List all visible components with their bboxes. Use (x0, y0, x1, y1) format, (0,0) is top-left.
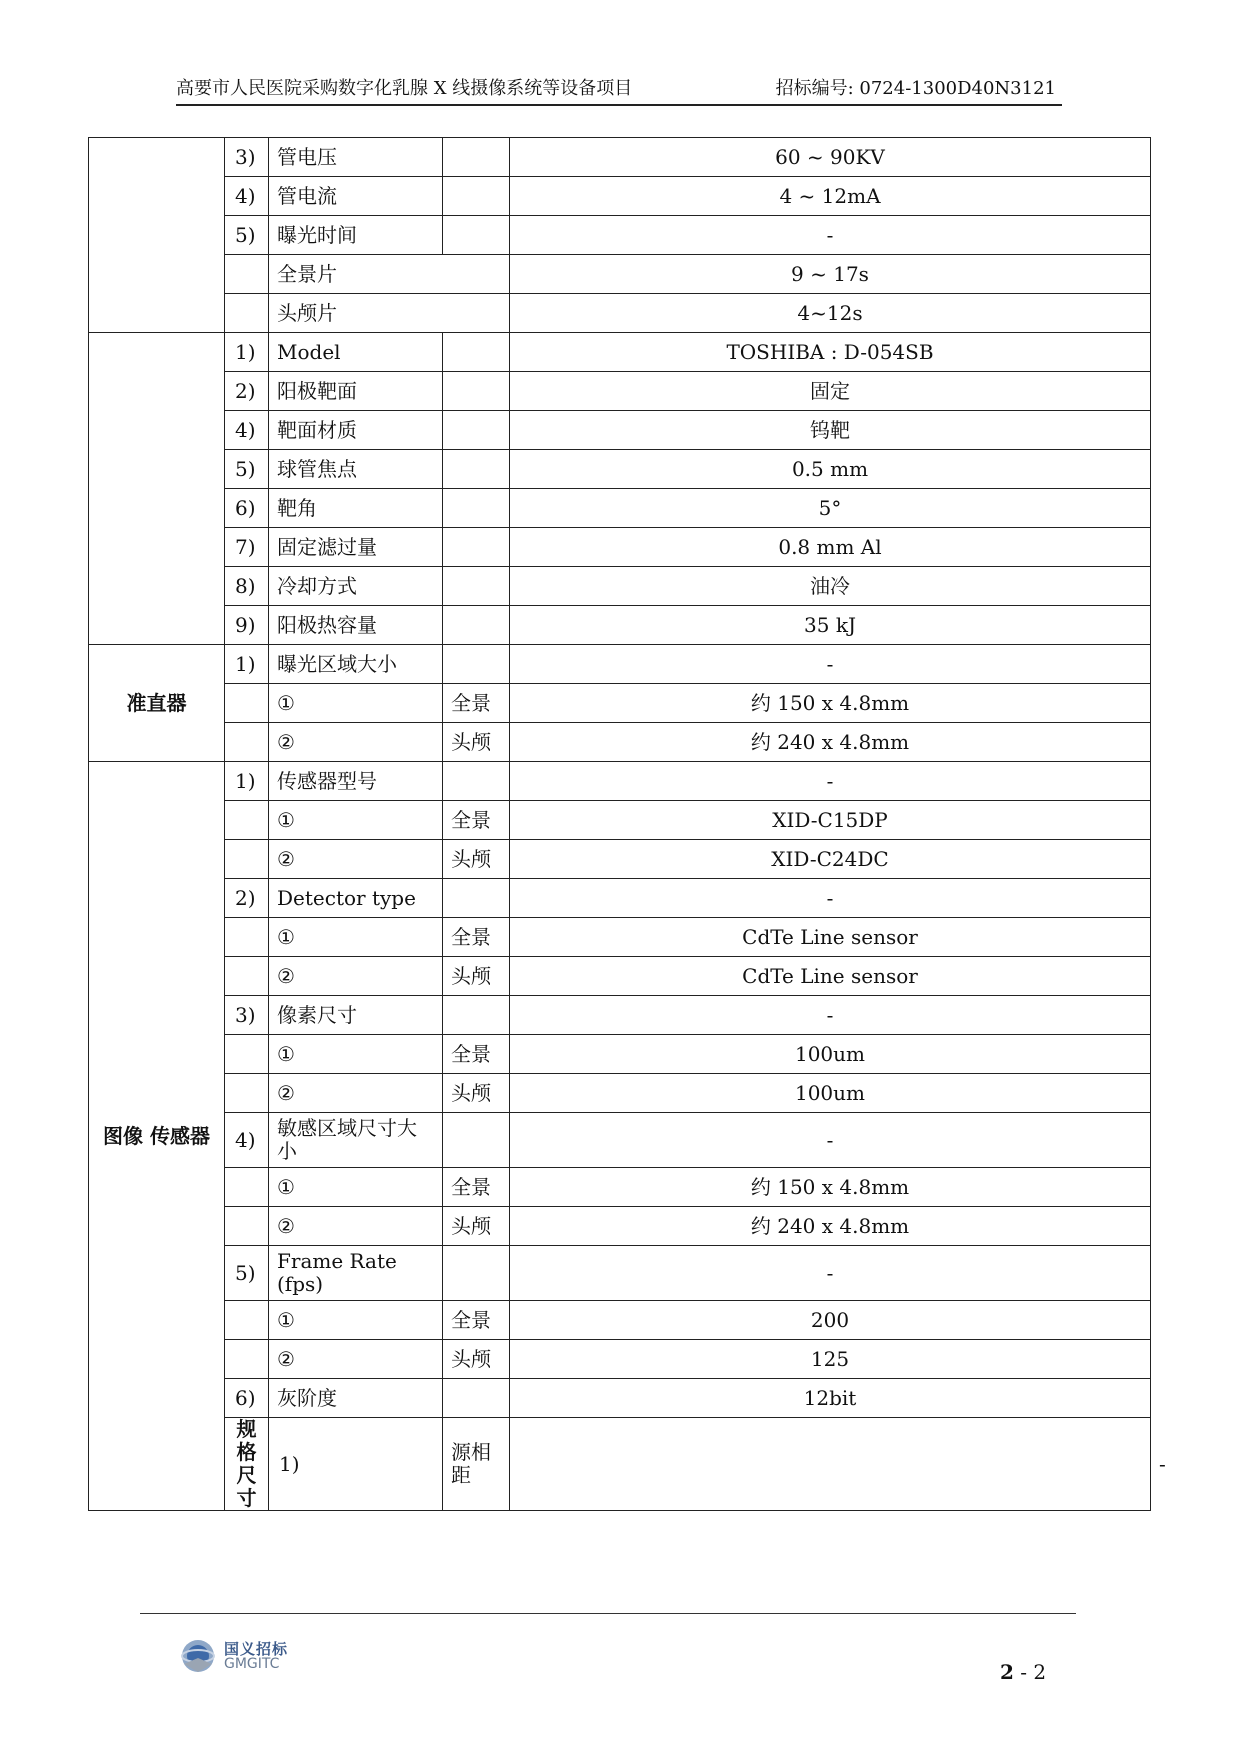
param-name: ② (269, 1207, 443, 1246)
bid-number: 招标编号: 0724-1300D40N3121 (775, 78, 1056, 99)
param-value: CdTe Line sensor (510, 957, 1151, 996)
param-value: - (510, 1113, 1151, 1168)
param-value: 钨靶 (510, 411, 1151, 450)
param-sub (443, 489, 510, 528)
param-value: 125 (510, 1340, 1151, 1379)
param-value: 60 ~ 90KV (510, 138, 1151, 177)
param-name: 灰阶度 (269, 1379, 443, 1418)
row-number: 6) (225, 489, 269, 528)
table-row (89, 645, 1151, 684)
param-value: 4 ~ 12mA (510, 177, 1151, 216)
param-sub (443, 996, 510, 1035)
param-name: ① (269, 1035, 443, 1074)
row-number: 5) (225, 216, 269, 255)
param-sub (443, 762, 510, 801)
param-value: 0.8 mm Al (510, 528, 1151, 567)
row-number (225, 957, 269, 996)
footer-divider (140, 1613, 1076, 1614)
param-sub (443, 177, 510, 216)
param-name: Frame Rate (fps) (269, 1246, 443, 1301)
param-name: 管电压 (269, 138, 443, 177)
table-row (89, 762, 1151, 801)
param-value: 0.5 mm (510, 450, 1151, 489)
table-row (89, 840, 1151, 879)
param-value: 4~12s (510, 294, 1151, 333)
param-value: 约 240 x 4.8mm (510, 1207, 1151, 1246)
row-number: 3) (225, 996, 269, 1035)
param-sub: 全景 (443, 918, 510, 957)
param-value: XID-C15DP (510, 801, 1151, 840)
param-sub: 全景 (443, 1301, 510, 1340)
table-row (89, 528, 1151, 567)
company-logo (178, 1636, 378, 1680)
param-name: 传感器型号 (269, 762, 443, 801)
table-row (89, 1168, 1151, 1207)
spec-table (88, 137, 1166, 1511)
param-value: 100um (510, 1074, 1151, 1113)
param-name: Model (269, 333, 443, 372)
param-sub: 全景 (443, 1168, 510, 1207)
table-row (89, 1207, 1151, 1246)
param-value: 油冷 (510, 567, 1151, 606)
table-row (89, 1340, 1151, 1379)
param-value: 12bit (510, 1379, 1151, 1418)
param-sub (443, 1379, 510, 1418)
table-row (89, 1301, 1151, 1340)
param-value: XID-C24DC (510, 840, 1151, 879)
param-name: ① (269, 801, 443, 840)
row-number: 8) (225, 567, 269, 606)
param-value: 9 ~ 17s (510, 255, 1151, 294)
param-value: - (510, 996, 1151, 1035)
table-row (89, 372, 1151, 411)
row-number (225, 801, 269, 840)
row-number (225, 1340, 269, 1379)
param-name: 球管焦点 (269, 450, 443, 489)
param-name: 曝光区域大小 (269, 645, 443, 684)
row-number (225, 294, 269, 333)
param-name: 像素尺寸 (269, 996, 443, 1035)
table-row (89, 1035, 1151, 1074)
param-sub: 头颅 (443, 723, 510, 762)
row-number (225, 840, 269, 879)
param-value: - (510, 1246, 1151, 1301)
param-sub (510, 1418, 1151, 1511)
table-row (89, 177, 1151, 216)
param-sub (443, 1246, 510, 1301)
param-sub (443, 606, 510, 645)
table-row (89, 138, 1151, 177)
page-separator: - (1013, 1660, 1034, 1684)
table-row (89, 957, 1151, 996)
param-name: 源相距 (443, 1418, 510, 1511)
table-row (89, 801, 1151, 840)
param-sub: 全景 (443, 801, 510, 840)
category-collimator: 准直器 (89, 645, 225, 762)
row-number (225, 1074, 269, 1113)
param-name: 敏感区域尺寸大小 (269, 1113, 443, 1168)
param-name: 管电流 (269, 177, 443, 216)
param-name: 靶角 (269, 489, 443, 528)
row-number: 1) (225, 333, 269, 372)
param-sub (443, 138, 510, 177)
table-row (89, 996, 1151, 1035)
category-cell-empty (89, 333, 225, 645)
table-row (89, 1379, 1151, 1418)
row-number: 2) (225, 879, 269, 918)
param-value: CdTe Line sensor (510, 918, 1151, 957)
table-row (89, 918, 1151, 957)
param-name: 靶面材质 (269, 411, 443, 450)
table-row (89, 567, 1151, 606)
table-row (89, 294, 1151, 333)
param-value: TOSHIBA : D-054SB (510, 333, 1151, 372)
param-name: ① (269, 918, 443, 957)
row-number (225, 1301, 269, 1340)
param-name: Detector type (269, 879, 443, 918)
param-name: ① (269, 684, 443, 723)
param-sub: 头颅 (443, 840, 510, 879)
row-number (225, 1035, 269, 1074)
category-cell-empty (89, 138, 225, 333)
page-current: 2 (1000, 1660, 1014, 1684)
param-value: 35 kJ (510, 606, 1151, 645)
param-value: - (510, 216, 1151, 255)
category-dimensions: 规格尺寸 (225, 1418, 269, 1511)
row-number (225, 918, 269, 957)
param-sub (443, 528, 510, 567)
row-number (225, 1207, 269, 1246)
param-sub: 全景 (443, 1035, 510, 1074)
table-row (89, 879, 1151, 918)
table-row (89, 255, 1151, 294)
table-row (89, 723, 1151, 762)
row-number (225, 255, 269, 294)
row-number: 9) (225, 606, 269, 645)
logo-text-cn: 国义招标 (224, 1640, 289, 1658)
table-row (89, 1246, 1151, 1301)
row-number: 3) (225, 138, 269, 177)
row-number: 4) (225, 411, 269, 450)
row-number (225, 1168, 269, 1207)
param-value: 100um (510, 1035, 1151, 1074)
row-number: 6) (225, 1379, 269, 1418)
param-value: 约 150 x 4.8mm (510, 684, 1151, 723)
param-name: ② (269, 1074, 443, 1113)
param-sub: 头颅 (443, 1207, 510, 1246)
param-sub (443, 567, 510, 606)
param-value: 固定 (510, 372, 1151, 411)
param-name: 头颅片 (269, 294, 510, 333)
row-number: 4) (225, 177, 269, 216)
logo-text-en: GMGITC (224, 1656, 280, 1672)
param-sub (443, 450, 510, 489)
param-sub (443, 1113, 510, 1168)
row-number: 2) (225, 372, 269, 411)
param-name: ① (269, 1168, 443, 1207)
param-name: ② (269, 840, 443, 879)
project-title: 高要市人民医院采购数字化乳腺 X 线摄像系统等设备项目 (176, 78, 633, 99)
table-row (89, 1113, 1151, 1168)
row-number (225, 723, 269, 762)
param-value: - (510, 645, 1151, 684)
param-value: 约 240 x 4.8mm (510, 723, 1151, 762)
param-sub (443, 879, 510, 918)
param-value: - (510, 879, 1151, 918)
row-number: 5) (225, 450, 269, 489)
table-row (89, 333, 1151, 372)
table-row (89, 450, 1151, 489)
param-sub: 全景 (443, 684, 510, 723)
param-sub (443, 333, 510, 372)
param-name: ① (269, 1301, 443, 1340)
row-number: 7) (225, 528, 269, 567)
param-name: 全景片 (269, 255, 510, 294)
param-sub (443, 216, 510, 255)
param-value: 5° (510, 489, 1151, 528)
table-row (89, 1074, 1151, 1113)
row-number: 1) (269, 1418, 443, 1511)
page-total: 2 (1033, 1660, 1047, 1684)
param-value: - (510, 762, 1151, 801)
param-name: 阳极靶面 (269, 372, 443, 411)
table-row: 规格尺寸 1) 源相距 - (89, 1418, 1151, 1511)
table-row (89, 216, 1151, 255)
row-number: 5) (225, 1246, 269, 1301)
table-row (89, 606, 1151, 645)
page-header (176, 76, 1062, 106)
param-name: 固定滤过量 (269, 528, 443, 567)
param-sub (443, 411, 510, 450)
table-row (89, 489, 1151, 528)
category-image-sensor: 图像 传感器 (89, 762, 225, 1511)
param-sub: 头颅 (443, 1074, 510, 1113)
param-sub: 头颅 (443, 957, 510, 996)
row-number: 1) (225, 762, 269, 801)
page-number (1000, 1660, 1046, 1684)
param-value: 200 (510, 1301, 1151, 1340)
row-number: 4) (225, 1113, 269, 1168)
param-name: ② (269, 723, 443, 762)
row-number: 1) (225, 645, 269, 684)
param-sub (443, 372, 510, 411)
globe-icon (178, 1636, 218, 1676)
param-name: 阳极热容量 (269, 606, 443, 645)
param-name: 曝光时间 (269, 216, 443, 255)
param-name: 冷却方式 (269, 567, 443, 606)
table-row (89, 411, 1151, 450)
param-sub (443, 645, 510, 684)
row-number (225, 684, 269, 723)
table-row (89, 684, 1151, 723)
param-sub: 头颅 (443, 1340, 510, 1379)
param-name: ② (269, 1340, 443, 1379)
param-value: 约 150 x 4.8mm (510, 1168, 1151, 1207)
param-name: ② (269, 957, 443, 996)
